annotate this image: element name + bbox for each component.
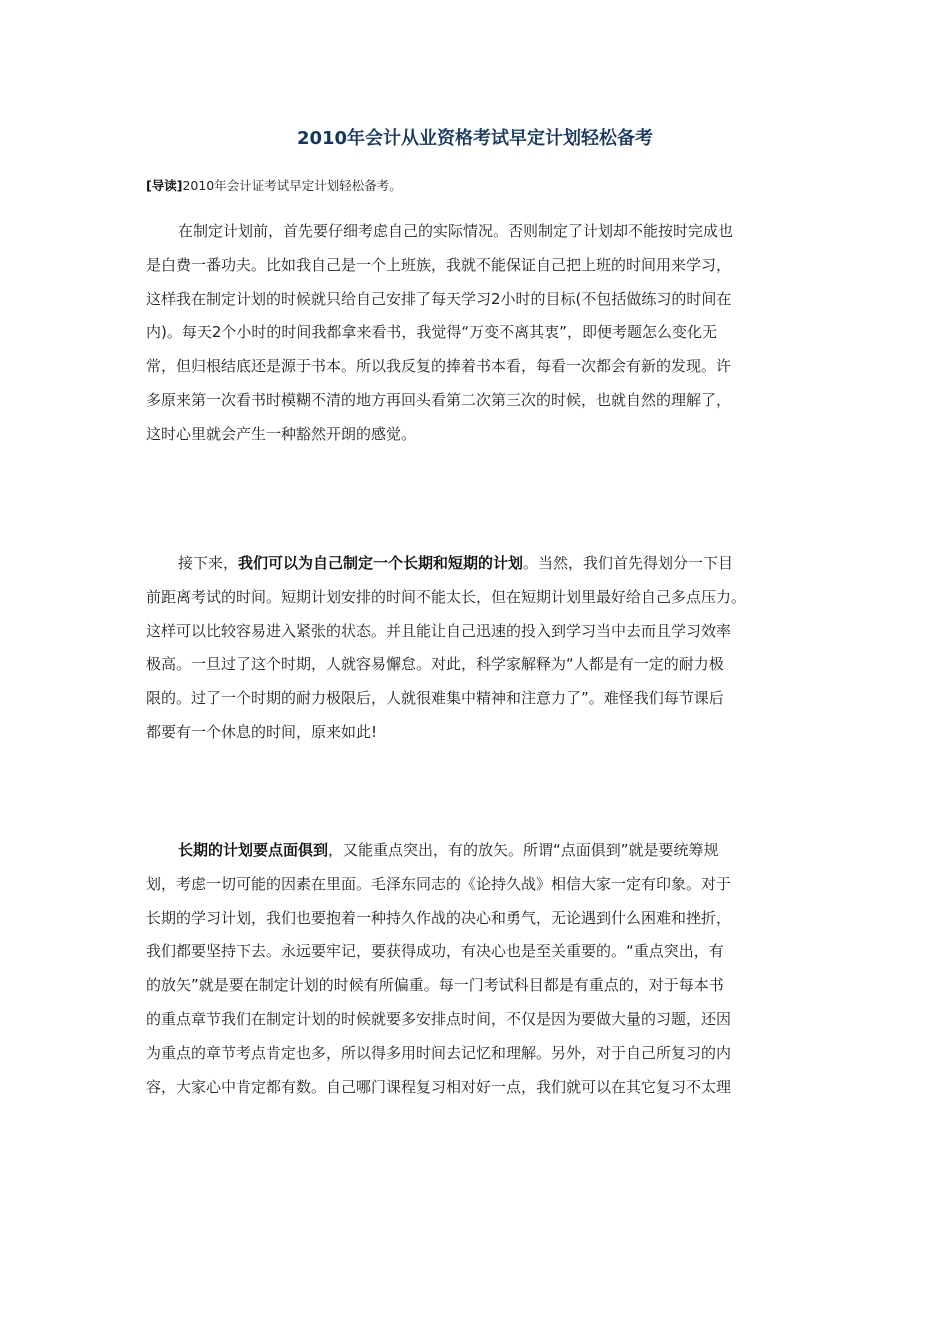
paragraph-line: 容，大家心中肯定都有数。自己哪门课程复习相对好一点，我们就可以在其它复习不太理 [146,1077,732,1096]
paragraph-line [146,547,816,581]
lead-summary [146,176,402,194]
paragraph-line: 内)。每天2个小时的时间我都拿来看书，我觉得“万变不离其衷”，即便考题怎么变化无 [146,323,717,342]
paragraph-2 [146,547,816,750]
paragraph-line: 多原来第一次看书时模糊不清的地方再回头看第二次第三次的时候，也就自然的理解了， [146,390,732,409]
paragraph-line: 的放矢”就是要在制定计划的时候有所偏重。每一门考试科目都是有重点的，对于每本书 [146,976,724,995]
paragraph-text: ，又能重点突出，有的放矢。所谓“点面俱到”就是要统筹规 [328,841,719,859]
paragraph-1 [146,215,816,452]
paragraph-line: 限的。过了一个时期的耐力极限后，人就很难集中精神和注意力了”。难怪我们每节课后 [146,689,724,708]
emphasis-text: 我们可以为自己制定一个长期和短期的计划 [238,554,524,572]
paragraph-line: 的重点章节我们在制定计划的时候就要多安排点时间，不仅是因为要做大量的习题，还因 [146,1009,732,1028]
paragraph-line: 极高。一旦过了这个时期，人就容易懈怠。对此，科学家解释为“人都是有一定的耐力极 [146,655,724,674]
paragraph-line: 划，考虑一切可能的因素在里面。毛泽东同志的《论持久战》相信大家一定有印象。对于 [146,874,732,893]
paragraph-line [146,834,816,868]
paragraph-text: 。当然，我们首先得划分一下目 [523,554,734,572]
paragraph-line: 这样可以比较容易进入紧张的状态。并且能让自己迅速的投入到学习当中去而且学习效率 [146,621,732,640]
paragraph-line: 在制定计划前，首先要仔细考虑自己的实际情况。否则制定了计划却不能按时完成也 [178,222,734,240]
document-title: 2010年会计从业资格考试早定计划轻松备考 [296,128,654,149]
paragraph-line: 为重点的章节考点肯定也多，所以得多用时间去记忆和理解。另外，对于自己所复习的内 [146,1043,732,1062]
paragraph-line: 都要有一个休息的时间，原来如此! [146,722,378,741]
emphasis-text: 长期的计划要点面俱到 [178,841,329,859]
paragraph-line: 前距离考试的时间。短期计划安排的时间不能太长，但在短期计划里最好给自己多点压力。 [146,587,747,606]
paragraph-line: 常，但归根结底还是源于书本。所以我反复的捧着书本看，每看一次都会有新的发现。许 [146,357,732,376]
paragraph-3 [146,834,816,1104]
paragraph-line: 长期的学习计划，我们也要抱着一种持久作战的决心和勇气，无论遇到什么困难和挫折， [146,908,732,927]
paragraph-line: 我们都要坚持下去。永远要牢记，要获得成功，有决心也是至关重要的。“重点突出，有 [146,942,724,961]
paragraph-line: 是白费一番功夫。比如我自己是一个上班族，我就不能保证自己把上班的时间用来学习， [146,255,732,274]
paragraph-line: 这样我在制定计划的时候就只给自己安排了每天学习2小时的目标(不包括做练习的时间在 [146,289,732,308]
lead-label: [导读] [146,178,183,193]
paragraph-line: 这时心里就会产生一种豁然开朗的感觉。 [146,424,417,443]
lead-text: 2010年会计证考试早定计划轻松备考。 [182,178,402,193]
paragraph-text: 接下来， [178,554,239,572]
